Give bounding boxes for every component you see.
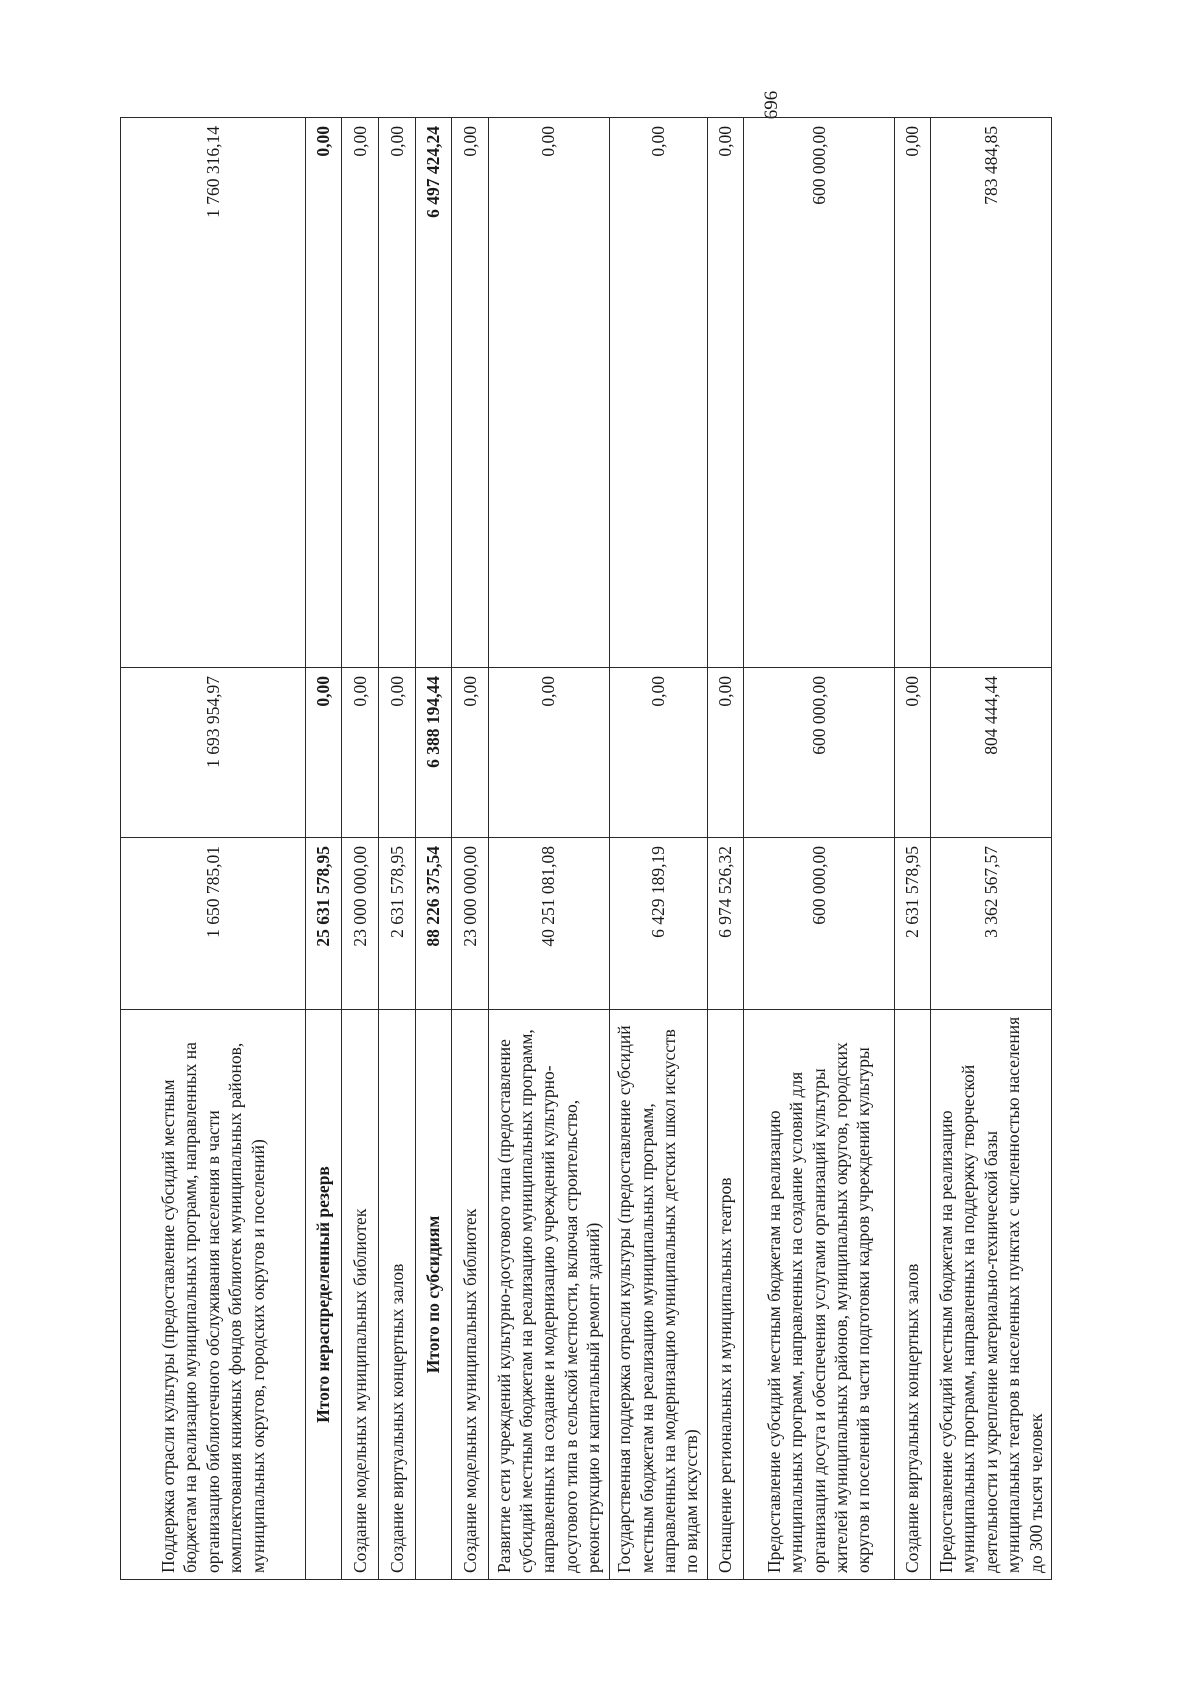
subsidy-table	[120, 117, 1052, 1580]
value-cell-2: 804 444,44	[931, 668, 1052, 838]
value-cell-2: 6 388 194,44	[415, 668, 452, 838]
value-cell-1: 6 974 526,32	[707, 838, 744, 1010]
table-row	[488, 118, 609, 1580]
value-cell-2: 1 693 954,97	[121, 668, 306, 838]
value-cell-3: 0,00	[609, 118, 707, 668]
value-cell-3: 0,00	[379, 118, 416, 668]
row-name: Оснащение региональных и муниципальных театров	[707, 1010, 744, 1580]
value-cell-2: 0,00	[379, 668, 416, 838]
table-row	[379, 118, 416, 1580]
value-cell-2: 0,00	[452, 668, 489, 838]
table-row-total	[415, 118, 452, 1580]
value-cell-3: 0,00	[305, 118, 342, 668]
table-row	[744, 118, 894, 1580]
row-name: Итого по субсидиям	[415, 1010, 452, 1580]
value-cell-3: 783 484,85	[931, 118, 1052, 668]
table-row-subtotal	[305, 118, 342, 1580]
value-cell-1: 23 000 000,00	[452, 838, 489, 1010]
value-cell-2: 600 000,00	[744, 668, 894, 838]
value-cell-2: 0,00	[707, 668, 744, 838]
value-cell-3: 6 497 424,24	[415, 118, 452, 668]
value-cell-1: 25 631 578,95	[305, 838, 342, 1010]
row-name: Развитие сети учреждений культурно-досугового типа (предоставление субсидий местным бюджетам на реализацию муниципальных программ, направленных на создание и модернизацию учреждений культурно-досугового типа в сельской местности, включая строительство, реконструкцию и капитальный ремонт зданий)	[488, 1010, 609, 1580]
value-cell-1: 600 000,00	[744, 838, 894, 1010]
table-row	[609, 118, 707, 1580]
value-cell-3: 0,00	[707, 118, 744, 668]
value-cell-1: 2 631 578,95	[379, 838, 416, 1010]
row-name: Государственная поддержка отрасли культуры (предоставление субсидий местным бюджетам на реализацию муниципальных программ, направленных на модернизацию муниципальных детских школ искусств по видам искусств)	[609, 1010, 707, 1580]
value-cell-1: 40 251 081,08	[488, 838, 609, 1010]
row-name: Итого нераспределенный резерв	[305, 1010, 342, 1580]
value-cell-1: 88 226 375,54	[415, 838, 452, 1010]
value-cell-3: 1 760 316,14	[121, 118, 306, 668]
row-name: Предоставление субсидий местным бюджетам на реализацию муниципальных программ, направленных на поддержку творческой деятельности и укрепление материально-технической базы муниципальных театров в населенных пунктах с численностью населения до 300 тысяч человек	[931, 1010, 1052, 1580]
value-cell-2: 0,00	[609, 668, 707, 838]
value-cell-2: 0,00	[342, 668, 379, 838]
value-cell-1: 1 650 785,01	[121, 838, 306, 1010]
value-cell-2: 0,00	[305, 668, 342, 838]
value-cell-1: 2 631 578,95	[894, 838, 931, 1010]
table-row	[931, 118, 1052, 1580]
value-cell-3: 0,00	[342, 118, 379, 668]
value-cell-1: 3 362 567,57	[931, 838, 1052, 1010]
value-cell-3: 0,00	[452, 118, 489, 668]
value-cell-1: 23 000 000,00	[342, 838, 379, 1010]
row-name: Создание модельных муниципальных библиотек	[342, 1010, 379, 1580]
value-cell-3: 600 000,00	[744, 118, 894, 668]
value-cell-1: 6 429 189,19	[609, 838, 707, 1010]
table-row	[342, 118, 379, 1580]
row-name: Создание виртуальных концертных залов	[894, 1010, 931, 1580]
value-cell-2: 0,00	[488, 668, 609, 838]
value-cell-3: 0,00	[488, 118, 609, 668]
row-name: Предоставление субсидий местным бюджетам на реализацию муниципальных программ, направленных на создание условий для организации досуга и обеспечения услугами организаций культуры жителей муниципальных районов, муниципальных округов, городских округов и поселений в части подготовки кадров учреждений культуры	[744, 1010, 894, 1580]
table-row	[452, 118, 489, 1580]
value-cell-2: 0,00	[894, 668, 931, 838]
row-name: Создание виртуальных концертных залов	[379, 1010, 416, 1580]
table-row	[121, 118, 306, 1580]
page-number: 696	[761, 90, 782, 120]
table-row	[894, 118, 931, 1580]
row-name: Создание модельных муниципальных библиотек	[452, 1010, 489, 1580]
value-cell-3: 0,00	[894, 118, 931, 668]
table-row	[707, 118, 744, 1580]
row-name: Поддержка отрасли культуры (предоставление субсидий местным бюджетам на реализацию муниципальных программ, направленных на организацию библиотечного обслуживания населения в части комплектования книжных фондов библиотек муниципальных районов, муниципальных округов, городских округов и поселений)	[121, 1010, 306, 1580]
rotated-table-container	[120, 118, 1052, 1580]
